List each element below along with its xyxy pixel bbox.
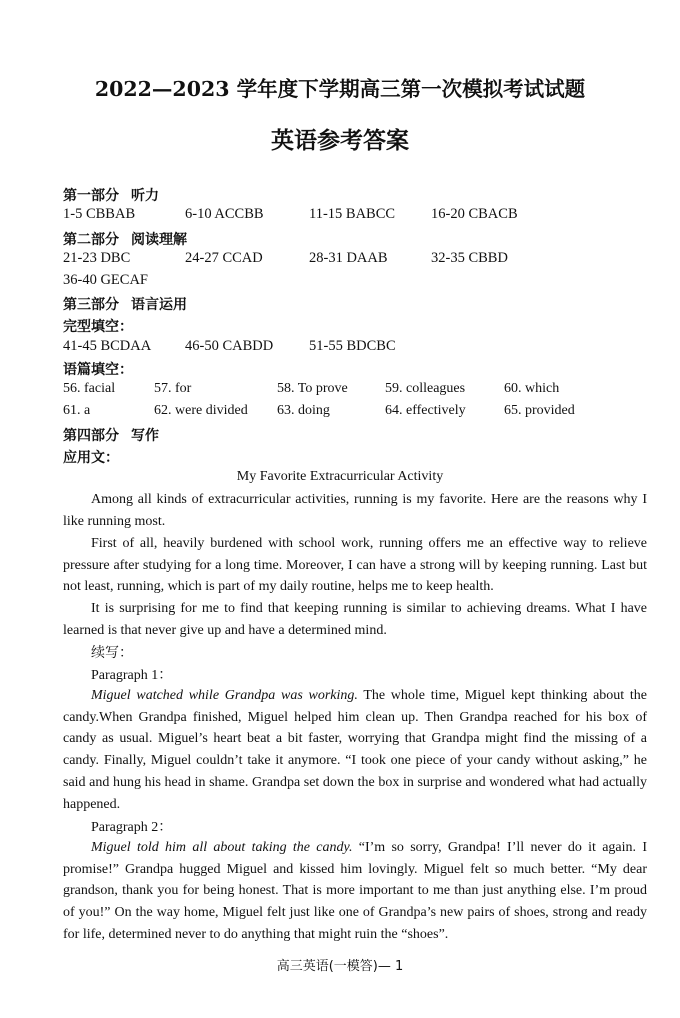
answer-group: 21-23 DBC	[63, 250, 131, 266]
part1-heading	[63, 185, 159, 205]
answer-item: 59. colleagues	[385, 381, 466, 396]
essay-title: My Favorite Extracurricular Activity	[236, 469, 444, 484]
part2-heading	[63, 229, 187, 249]
paragraph-2-body: “I’m so sorry, Grandpa! I’ll never do it again. I promise!” Grandpa hugged Miguel and kissed him lovingly. Miguel felt so much better. “My dear grandson, thank you for being honest. That is more important to me than just anything else. I’m proud of you!” On the way home, Miguel felt just like one of Grandpa’s new pairs of shoes, strong and ready for life, determined never to do anything that might ruin the “shoes”.	[63, 840, 647, 942]
part3-name: 语言运用	[131, 297, 187, 313]
part4-name: 写作	[131, 428, 159, 444]
part3-heading	[63, 294, 187, 314]
essay-paragraph-1-text	[63, 489, 647, 532]
answer-group: 24-27 CCAD	[185, 250, 263, 266]
cloze-label: 完型填空：	[63, 319, 133, 335]
answer-group: 28-31 DAAB	[309, 250, 388, 266]
essay-paragraph-3-content: It is surprising for me to find that keeping running is similar to achieving dreams. What I have learned is that never give up and have a determined mind.	[63, 601, 647, 638]
answer-group: 36-40 GECAF	[63, 272, 148, 288]
continuation-paragraph-1	[63, 685, 647, 815]
answer-item: 61. a	[63, 403, 91, 418]
continuation-paragraph-2	[63, 837, 647, 946]
paragraph-1-label: Paragraph 1：	[91, 668, 173, 683]
essay-paragraph-2	[63, 533, 647, 598]
answer-group: 6-10 ACCBB	[185, 206, 264, 222]
answer-item: 64. effectively	[385, 403, 466, 418]
part2-name: 阅读理解	[131, 232, 187, 248]
part4-heading	[63, 425, 159, 445]
answer-item: 58. To prove	[277, 381, 348, 396]
paragraph-2-label: Paragraph 2：	[91, 820, 173, 835]
answer-group: 41-45 BCDAA	[63, 338, 152, 354]
paragraph-1-opening: Miguel watched while Grandpa was working.	[91, 688, 358, 703]
answer-item: 60. which	[504, 381, 560, 396]
essay-paragraph-1-content: Among all kinds of extracurricular activities, running is my favorite. Here are the reasons why I like running most.	[63, 492, 647, 529]
continuation-label: 续写：	[91, 645, 133, 661]
answer-group: 16-20 CBACB	[431, 206, 518, 222]
answer-item: 56. facial	[63, 381, 116, 396]
answer-group: 11-15 BABCC	[309, 206, 396, 222]
answer-item: 62. were divided	[154, 403, 248, 418]
essay-paragraph-2-content: First of all, heavily burdened with school work, running offers me an effective way to relieve pressure after studying for a long time. Moreover, I can have a strong will by keeping running. Last but not least, running, which is part of my daily routine, helps me to keep health.	[63, 536, 647, 595]
answer-item: 65. provided	[504, 403, 575, 418]
answer-key-subtitle: 英语参考答案	[271, 127, 409, 154]
paragraph-1-body: The whole time, Miguel kept thinking about the candy.When Grandpa finished, Miguel helped him clean up. Then Grandpa reached for his box of candy as usual. Miguel’s heart beat a bit faster, worrying that Grandpa might find the missing of a candy. Finally, Miguel couldn’t take it anymore. “I took one piece of your candy without asking,” he said and hung his head in shame. Grandpa set down the box in surprise and wondered what had actually happened.	[63, 688, 647, 812]
page-footer: 高三英语(一模答)— 1	[276, 959, 404, 974]
answer-group: 1-5 CBBAB	[63, 206, 136, 222]
answer-item: 63. doing	[277, 403, 330, 418]
applied-writing-label: 应用文：	[63, 450, 119, 466]
grammar-fill-label: 语篇填空：	[63, 362, 133, 378]
part1-number: 第一部分	[63, 188, 119, 204]
part2-number: 第二部分	[63, 232, 119, 248]
answer-group: 51-55 BDCBC	[309, 338, 396, 354]
part1-name: 听力	[131, 188, 159, 204]
part3-number: 第三部分	[63, 297, 119, 313]
part4-number: 第四部分	[63, 428, 119, 444]
answer-group: 46-50 CABDD	[185, 338, 274, 354]
answer-group: 32-35 CBBD	[431, 250, 508, 266]
answer-item: 57. for	[154, 381, 192, 396]
paragraph-2-opening: Miguel told him all about taking the candy.	[91, 840, 353, 855]
essay-paragraph-3	[63, 598, 647, 641]
exam-title: 2022—2023 学年度下学期高三第一次模拟考试试题	[94, 77, 586, 101]
